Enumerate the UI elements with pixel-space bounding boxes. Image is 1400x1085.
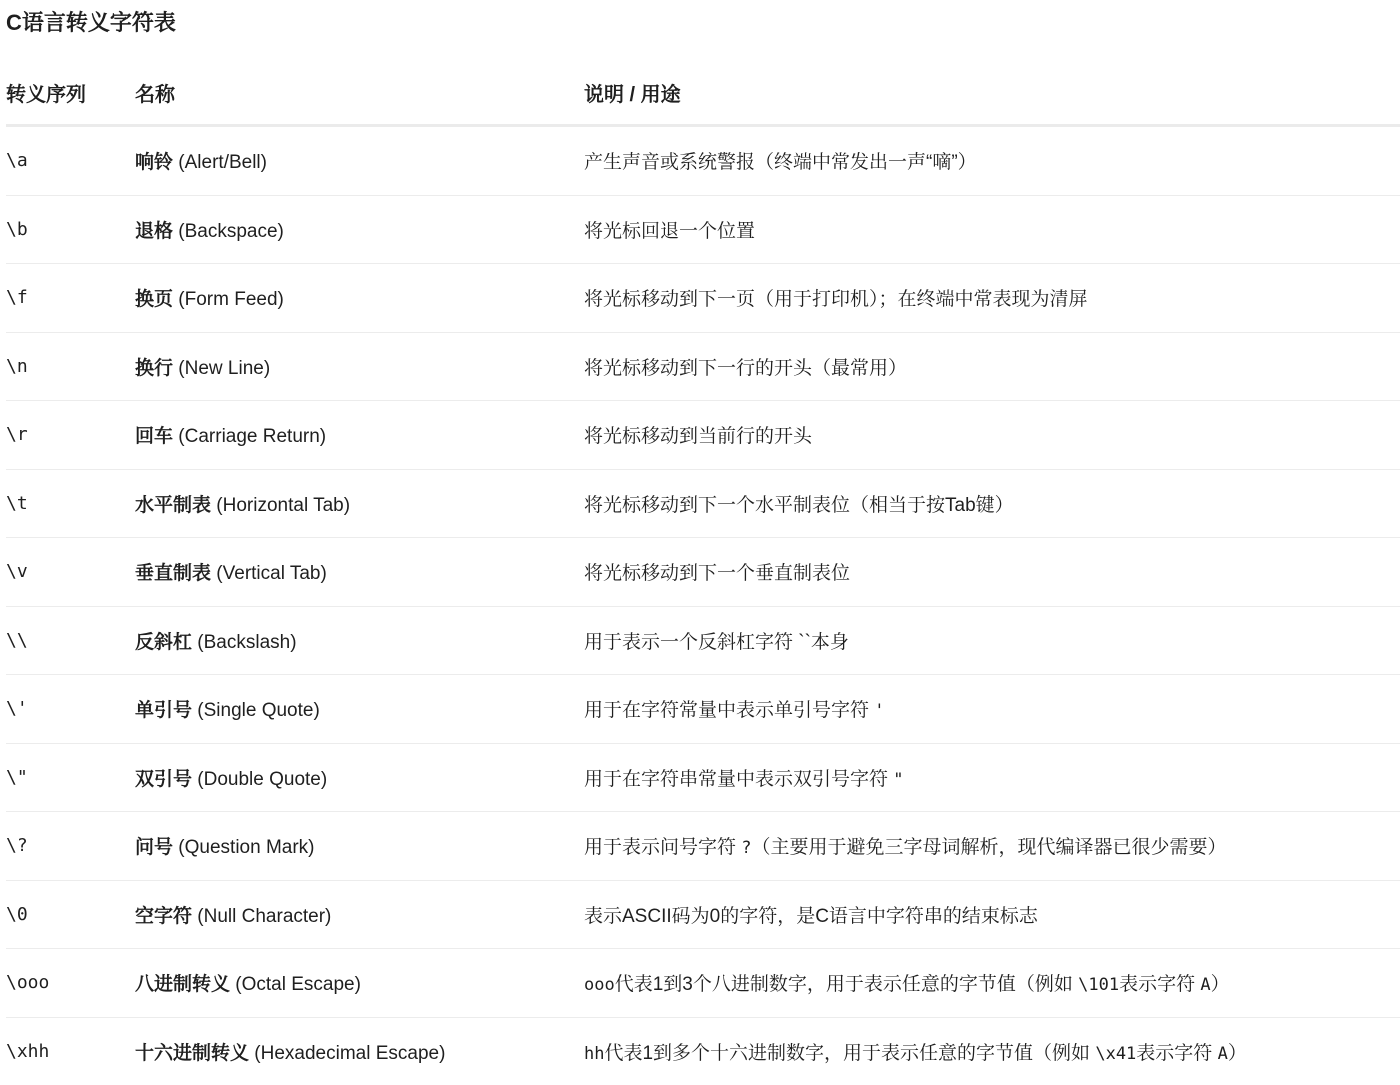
escape-description-cell: [584, 812, 1400, 881]
escape-sequence-table: [6, 60, 1400, 1085]
escape-sequence-code: \n: [6, 332, 135, 401]
escape-description-cell: [584, 264, 1400, 333]
description-text: 将光标移动到当前行的开头: [584, 426, 812, 447]
description-text: 表示字符: [1119, 974, 1200, 995]
escape-sequence-code: \0: [6, 880, 135, 949]
page-title: C语言转义字符表: [6, 8, 176, 38]
inline-code: ': [874, 701, 884, 721]
escape-description-cell: [584, 126, 1400, 196]
escape-sequence-code: \t: [6, 469, 135, 538]
escape-name-cell: [135, 606, 584, 675]
table-row: [6, 195, 1400, 264]
escape-name-chinese: 换页: [135, 289, 173, 310]
escape-name-chinese: 垂直制表: [135, 563, 211, 584]
inline-code: A: [1200, 975, 1210, 995]
escape-sequence-code: \v: [6, 538, 135, 607]
escape-sequence-code: \f: [6, 264, 135, 333]
escape-name-chinese: 退格: [135, 221, 173, 242]
escape-name-english: (Alert/Bell): [173, 152, 267, 173]
escape-name-cell: [135, 264, 584, 333]
description-text: ）: [1211, 974, 1230, 995]
escape-sequence-code: \': [6, 675, 135, 744]
inline-code: \x41: [1095, 1044, 1136, 1064]
escape-name-english: (Backslash): [192, 632, 297, 653]
escape-name-english: (Hexadecimal Escape): [249, 1043, 445, 1064]
escape-name-english: (Octal Escape): [230, 974, 361, 995]
description-text: 用于在字符常量中表示单引号字符: [584, 700, 874, 721]
inline-code: \101: [1078, 975, 1119, 995]
escape-name-cell: [135, 949, 584, 1018]
table-row: [6, 880, 1400, 949]
description-text: 将光标移动到下一个水平制表位（相当于按Tab键）: [584, 495, 1014, 516]
escape-name-cell: [135, 538, 584, 607]
table-row: [6, 469, 1400, 538]
table-row: [6, 743, 1400, 812]
escape-description-cell: [584, 880, 1400, 949]
escape-name-chinese: 反斜杠: [135, 632, 192, 653]
escape-description-cell: [584, 469, 1400, 538]
escape-description-cell: [584, 401, 1400, 470]
table-body: [6, 126, 1400, 1085]
escape-name-cell: [135, 126, 584, 196]
escape-name-cell: [135, 401, 584, 470]
table-row: [6, 538, 1400, 607]
escape-name-chinese: 水平制表: [135, 495, 211, 516]
escape-sequence-code: \\: [6, 606, 135, 675]
escape-name-english: (Single Quote): [192, 700, 320, 721]
escape-name-cell: [135, 1017, 584, 1085]
description-text: 用于在字符串常量中表示双引号字符: [584, 769, 893, 790]
escape-name-chinese: 十六进制转义: [135, 1043, 249, 1064]
escape-name-english: (Form Feed): [173, 289, 284, 310]
description-text: 表示ASCII码为0的字符，是C语言中字符串的结束标志: [584, 906, 1038, 927]
escape-name-english: (Backspace): [173, 221, 284, 242]
escape-name-english: (New Line): [173, 358, 270, 379]
description-text: 将光标回退一个位置: [584, 221, 755, 242]
escape-sequence-code: \": [6, 743, 135, 812]
header-name: 名称: [135, 60, 584, 126]
table-header-row: [6, 60, 1400, 126]
table-row: [6, 126, 1400, 196]
escape-sequence-code: \a: [6, 126, 135, 196]
escape-sequence-code: \r: [6, 401, 135, 470]
escape-description-cell: [584, 538, 1400, 607]
description-text: 代表1到多个十六进制数字，用于表示任意的字节值（例如: [604, 1043, 1095, 1064]
escape-sequence-code: \b: [6, 195, 135, 264]
description-text: 将光标移动到下一行的开头（最常用）: [584, 358, 907, 379]
escape-name-english: (Horizontal Tab): [211, 495, 350, 516]
description-text: 表示字符: [1136, 1043, 1217, 1064]
inline-code: A: [1218, 1044, 1228, 1064]
table-row: [6, 812, 1400, 881]
header-sequence: 转义序列: [6, 60, 135, 126]
escape-sequence-code: \?: [6, 812, 135, 881]
escape-name-cell: [135, 880, 584, 949]
escape-sequence-code: \xhh: [6, 1017, 135, 1085]
escape-name-english: (Vertical Tab): [211, 563, 327, 584]
escape-description-cell: [584, 332, 1400, 401]
escape-name-cell: [135, 743, 584, 812]
escape-name-chinese: 八进制转义: [135, 974, 230, 995]
escape-sequence-code: \ooo: [6, 949, 135, 1018]
table-row: [6, 332, 1400, 401]
escape-description-cell: [584, 949, 1400, 1018]
escape-name-chinese: 回车: [135, 426, 173, 447]
escape-name-chinese: 双引号: [135, 769, 192, 790]
escape-name-cell: [135, 469, 584, 538]
escape-name-chinese: 单引号: [135, 700, 192, 721]
description-text: 代表1到3个八进制数字，用于表示任意的字节值（例如: [615, 974, 1078, 995]
escape-name-cell: [135, 332, 584, 401]
escape-name-chinese: 响铃: [135, 152, 173, 173]
escape-name-english: (Double Quote): [192, 769, 327, 790]
description-text: ）: [1228, 1043, 1247, 1064]
table-row: [6, 606, 1400, 675]
inline-code: ?: [741, 838, 751, 858]
description-text: 用于表示一个反斜杠字符 ``本身: [584, 632, 849, 653]
description-text: 产生声音或系统警报（终端中常发出一声“嘀”）: [584, 152, 977, 173]
table-row: [6, 675, 1400, 744]
header-description: 说明 / 用途: [584, 60, 1400, 126]
description-text: 将光标移动到下一个垂直制表位: [584, 563, 850, 584]
escape-name-chinese: 问号: [135, 837, 173, 858]
inline-code: hh: [584, 1044, 604, 1064]
inline-code: ooo: [584, 975, 615, 995]
escape-name-english: (Carriage Return): [173, 426, 326, 447]
escape-name-english: (Null Character): [192, 906, 331, 927]
description-text: 用于表示问号字符: [584, 837, 741, 858]
table-row: [6, 401, 1400, 470]
description-text: （主要用于避免三字母词解析，现代编译器已很少需要）: [752, 837, 1227, 858]
escape-name-english: (Question Mark): [173, 837, 314, 858]
escape-name-cell: [135, 195, 584, 264]
escape-description-cell: [584, 675, 1400, 744]
table-row: [6, 264, 1400, 333]
escape-description-cell: [584, 606, 1400, 675]
table-row: [6, 1017, 1400, 1085]
escape-name-cell: [135, 675, 584, 744]
escape-description-cell: [584, 743, 1400, 812]
inline-code: ": [893, 770, 903, 790]
table-row: [6, 949, 1400, 1018]
escape-description-cell: [584, 195, 1400, 264]
escape-name-cell: [135, 812, 584, 881]
escape-name-chinese: 空字符: [135, 906, 192, 927]
description-text: 将光标移动到下一页（用于打印机）；在终端中常表现为清屏: [584, 289, 1088, 310]
escape-description-cell: [584, 1017, 1400, 1085]
escape-name-chinese: 换行: [135, 358, 173, 379]
